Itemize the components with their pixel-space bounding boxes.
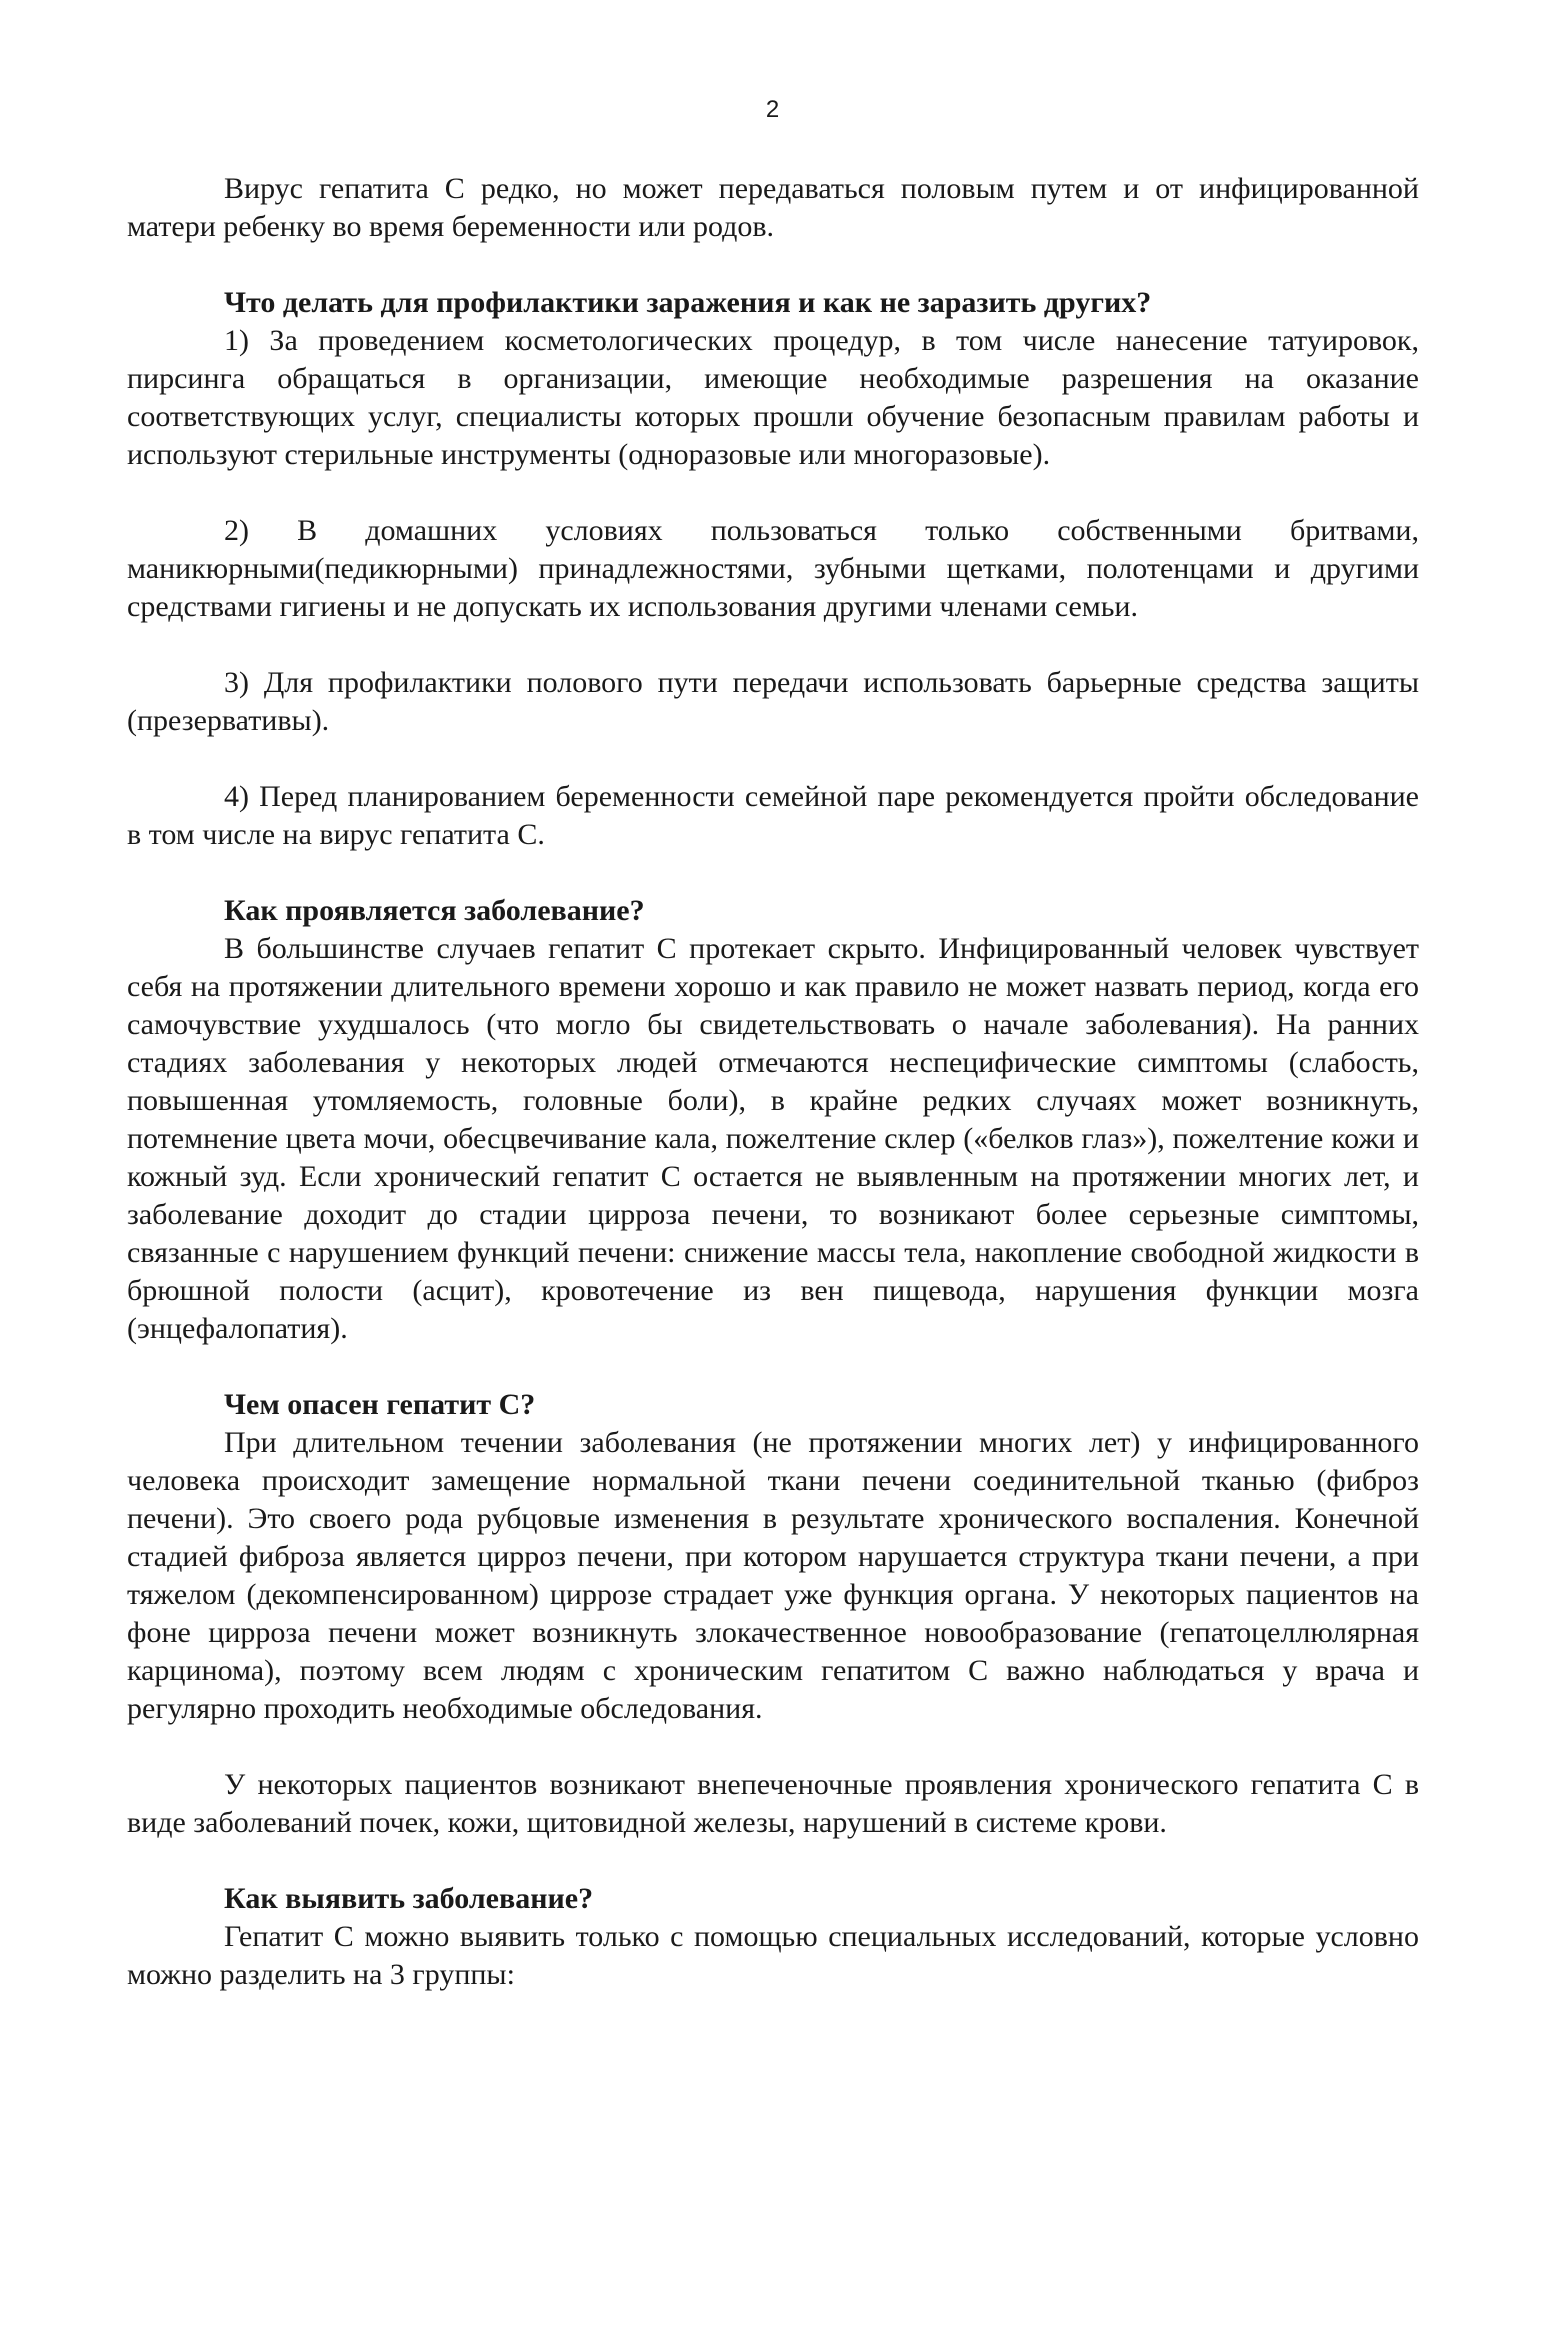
document-body <box>127 170 1419 1994</box>
paragraph-danger: При длительном течении заболевания (не протяжении многих лет) у инфицированного человека происходит замещение нормальной ткани печени соединительной тканью (фиброз печени). Это своего рода рубцовые изменения в результате хронического воспаления. Конечной стадией фиброза является цирроз печени, при котором нарушается структура ткани печени, а при тяжелом (декомпенсированном) циррозе страдает уже функция органа. У некоторых пациентов на фоне цирроза печени может возникнуть злокачественное новообразование (гепатоцеллюлярная карцинома), поэтому всем людям с хроническим гепатитом С важно наблюдаться у врача и регулярно проходить необходимые обследования. <box>127 1426 1419 1725</box>
heading-prevention: Что делать для профилактики заражения и как не заразить других? <box>224 286 1152 319</box>
paragraph-extrahepatic: У некоторых пациентов возникают внепеченочные проявления хронического гепатита С в виде заболеваний почек, кожи, щитовидной железы, нарушений в системе крови. <box>127 1768 1419 1839</box>
paragraph-prevention-1: 1) За проведением косметологических процедур, в том числе нанесение татуировок, пирсинга обращаться в организации, имеющие необходимые разрешения на оказание соответствующих услуг, специалисты которых прошли обучение безопасным правилам работы и используют стерильные инструменты (одноразовые или многоразовые). <box>127 324 1419 471</box>
paragraph-transmission: Вирус гепатита С редко, но может передаваться половым путем и от инфицированной матери ребенку во время беременности или родов. <box>127 172 1419 243</box>
paragraph-prevention-2: 2) В домашних условиях пользоваться только собственными бритвами, маникюрными(педикюрными) принадлежностями, зубными щетками, полотенцами и другими средствами гигиены и не допускать их использования другими членами семьи. <box>127 514 1419 623</box>
heading-detection: Как выявить заболевание? <box>224 1882 594 1915</box>
heading-danger: Чем опасен гепатит С? <box>224 1388 536 1421</box>
paragraph-detection: Гепатит С можно выявить только с помощью специальных исследований, которые условно можно разделить на 3 группы: <box>127 1920 1419 1991</box>
paragraph-symptoms: В большинстве случаев гепатит С протекает скрыто. Инфицированный человек чувствует себя на протяжении длительного времени хорошо и как правило не может назвать период, когда его самочувствие ухудшалось (что могло бы свидетельствовать о начале заболевания). На ранних стадиях заболевания у некоторых людей отмечаются неспецифические симптомы (слабость, повышенная утомляемость, головные боли), в крайне редких случаях может возникнуть, потемнение цвета мочи, обесцвечивание кала, пожелтение склер («белков глаз»), пожелтение кожи и кожный зуд. Если хронический гепатит С остается не выявленным на протяжении многих лет, и заболевание доходит до стадии цирроза печени, то возникают более серьезные симптомы, связанные с нарушением функций печени: снижение массы тела, накопление свободной жидкости в брюшной полости (асцит), кровотечение из вен пищевода, нарушения функции мозга (энцефалопатия). <box>127 932 1419 1345</box>
page-number: 2 <box>765 96 780 123</box>
heading-symptoms: Как проявляется заболевание? <box>224 894 645 927</box>
paragraph-prevention-4: 4) Перед планированием беременности семейной паре рекомендуется пройти обследование в том числе на вирус гепатита С. <box>127 780 1419 851</box>
paragraph-prevention-3: 3) Для профилактики полового пути передачи использовать барьерные средства защиты (презервативы). <box>127 666 1419 737</box>
